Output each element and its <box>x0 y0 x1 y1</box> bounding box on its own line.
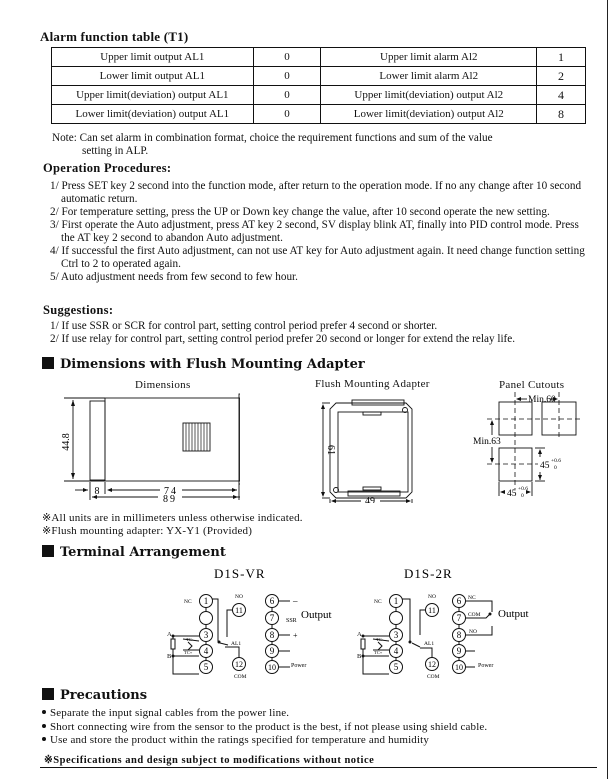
al2-value: 8 <box>537 105 586 124</box>
svg-text:TC+: TC+ <box>374 650 383 655</box>
terminal-diagram-d1s-2r <box>340 566 540 684</box>
units-note: ※All units are in millimeters unless otherwise indicated. <box>42 512 303 524</box>
svg-text:NC: NC <box>468 595 476 601</box>
list-item: 2/ For temperature setting, press the UP or Down key change the value, after 10 second operate the new setting. <box>50 206 550 218</box>
al1-value: 0 <box>253 86 321 105</box>
al1-value: 0 <box>253 48 321 67</box>
al2-function: Upper limit(deviation) output Al2 <box>321 86 537 105</box>
output-label: Output <box>301 609 332 621</box>
table-row <box>52 86 586 105</box>
svg-text:SSR: SSR <box>286 618 297 624</box>
svg-text:7: 7 <box>269 613 275 623</box>
model-label: D1S-2R <box>404 566 453 581</box>
cutout-min-vertical: Min.63 <box>473 437 501 447</box>
table-row <box>52 105 586 124</box>
svg-text:B: B <box>167 653 172 660</box>
front-depth-label: 8 <box>94 486 100 497</box>
svg-text:B: B <box>357 653 362 660</box>
svg-text:–: – <box>293 596 298 606</box>
list-item: Use and store the product within the ratings specified for temperature and humidity <box>42 734 487 748</box>
al1-value: 0 <box>253 105 321 124</box>
output-label: Output <box>498 608 529 620</box>
cutout-min-horizontal: Min.60 <box>528 395 556 405</box>
svg-text:12: 12 <box>428 660 436 669</box>
svg-text:Power: Power <box>291 663 307 669</box>
list-item: Short connecting wire from the sensor to the product is the best, if not please using shield cable. <box>42 721 487 735</box>
precautions-section-title: Precautions <box>42 688 147 703</box>
al2-value: 2 <box>537 67 586 86</box>
footer-divider <box>40 767 597 768</box>
svg-text:A: A <box>357 631 362 638</box>
svg-text:NO: NO <box>469 629 477 635</box>
svg-text:3: 3 <box>393 630 399 640</box>
svg-text:COM: COM <box>468 612 481 618</box>
dimensions-section-title: Dimensions with Flush Mounting Adapter <box>42 357 365 372</box>
svg-text:6: 6 <box>269 596 275 606</box>
al1-function: Lower limit output AL1 <box>52 67 254 86</box>
svg-text:AL1: AL1 <box>231 641 242 647</box>
svg-text:COM: COM <box>427 674 440 680</box>
list-item: 5/ Auto adjustment needs from few second to few hour. <box>50 271 298 283</box>
table-row <box>52 67 586 86</box>
cutout-height-tolerance: +0.6 <box>551 458 561 464</box>
suggestions-list <box>50 320 595 346</box>
cutout-height-label: 45 <box>540 461 550 471</box>
svg-text:0: 0 <box>521 493 524 499</box>
height-dimension-label: 44.8 <box>61 433 72 451</box>
svg-text:4: 4 <box>203 646 209 656</box>
list-item: Separate the input signal cables from the power line. <box>42 707 487 721</box>
svg-text:COM: COM <box>234 674 247 680</box>
body-depth-label: 74 <box>164 486 178 497</box>
svg-text:11: 11 <box>428 606 436 615</box>
adapter-height-label: 61 <box>325 445 336 455</box>
dimensions-drawing <box>60 390 240 505</box>
bullet-icon <box>42 710 46 714</box>
svg-text:1: 1 <box>393 596 399 606</box>
list-item: 1/ Press SET key 2 second into the function mode, after return to the operation mode. If no any change after 10 second automatic return. <box>50 180 582 205</box>
svg-text:6: 6 <box>456 596 462 606</box>
al1-function: Upper limit(deviation) output AL1 <box>52 86 254 105</box>
svg-text:4: 4 <box>393 646 399 656</box>
terminal-diagram-d1s-vr <box>150 566 350 684</box>
svg-text:TC-: TC- <box>376 637 384 642</box>
svg-text:5: 5 <box>203 662 209 672</box>
al2-value: 4 <box>537 86 586 105</box>
table-row <box>52 48 586 67</box>
operation-procedures-title: Operation Procedures: <box>43 161 172 175</box>
svg-text:9: 9 <box>269 646 275 656</box>
alarm-note <box>52 132 592 158</box>
cutout-width-label: 45 <box>507 489 517 499</box>
dimensions-caption: Dimensions <box>135 379 191 391</box>
note-line-1: Note: Can set alarm in combination format, choice the requirement functions and sum of the value <box>52 132 493 144</box>
al2-function: Upper limit alarm Al2 <box>321 48 537 67</box>
list-item: 4/ If successful the first Auto adjustment, can not use AT key for Auto adjustment again. It need change function setting Ctrl to 2 to operated again. <box>50 245 585 270</box>
svg-text:0: 0 <box>554 465 557 471</box>
adapter-note: ※Flush mounting adapter: YX-Y1 (Provided) <box>42 525 253 537</box>
svg-text:NC: NC <box>184 599 192 605</box>
suggestions-title: Suggestions: <box>43 303 114 317</box>
svg-text:TC+: TC+ <box>184 650 193 655</box>
svg-text:AL1: AL1 <box>424 641 435 647</box>
square-bullet-icon <box>42 357 54 369</box>
al2-function: Lower limit(deviation) output Al2 <box>321 105 537 124</box>
page-border-right <box>607 0 608 779</box>
adapter-caption: Flush Mounting Adapter <box>315 378 430 390</box>
svg-text:7: 7 <box>456 613 462 623</box>
svg-text:11: 11 <box>235 606 243 615</box>
list-item: 2/ If use relay for control part, setting control period prefer 20 second or longer for extend the relay life. <box>50 333 516 345</box>
operation-procedures-list <box>50 180 595 284</box>
svg-text:8: 8 <box>269 630 275 640</box>
svg-text:NC: NC <box>374 599 382 605</box>
al1-value: 0 <box>253 67 321 86</box>
total-depth-label: 89 <box>163 494 177 505</box>
svg-text:10: 10 <box>268 663 276 672</box>
dimension-notes <box>42 512 303 538</box>
bullet-icon <box>42 724 46 728</box>
precautions-list <box>42 707 487 748</box>
model-label: D1S-VR <box>214 566 266 581</box>
panel-cutouts-drawing <box>472 392 592 507</box>
specifications-footer: ※Specifications and design subject to modifications without notice <box>44 755 375 766</box>
square-bullet-icon <box>42 688 54 700</box>
svg-text:A: A <box>167 631 172 638</box>
svg-text:12: 12 <box>235 660 243 669</box>
cutout-width-tolerance: +0.6 <box>518 486 528 492</box>
svg-text:NO: NO <box>235 594 243 600</box>
list-item: 3/ First operate the Auto adjustment, press AT key 2 second, SV display blink AT, finally into PID control mode. Press the AT key 2 second to abandon Auto adjustment. <box>50 219 579 244</box>
svg-text:5: 5 <box>393 662 399 672</box>
list-item: 1/ If use SSR or SCR for control part, setting control period prefer 4 second or shorter. <box>50 320 438 332</box>
al1-function: Lower limit(deviation) output AL1 <box>52 105 254 124</box>
alarm-function-table <box>51 47 586 124</box>
svg-text:Power: Power <box>478 663 494 669</box>
bullet-icon <box>42 737 46 741</box>
cutouts-caption: Panel Cutouts <box>499 379 565 391</box>
flush-adapter-drawing <box>318 398 418 503</box>
svg-text:3: 3 <box>203 630 209 640</box>
note-line-2: setting in ALP. <box>82 145 149 157</box>
al2-function: Lower limit alarm Al2 <box>321 67 537 86</box>
svg-text:8: 8 <box>456 630 462 640</box>
terminal-section-title: Terminal Arrangement <box>42 545 226 560</box>
al1-function: Upper limit output AL1 <box>52 48 254 67</box>
svg-text:NO: NO <box>428 594 436 600</box>
svg-text:TC-: TC- <box>186 637 194 642</box>
svg-text:+: + <box>293 631 298 640</box>
adapter-width-label: 49 <box>365 496 375 503</box>
alarm-table-title: Alarm function table (T1) <box>40 29 189 44</box>
al2-value: 1 <box>537 48 586 67</box>
svg-text:10: 10 <box>455 663 463 672</box>
svg-text:9: 9 <box>456 646 462 656</box>
svg-text:1: 1 <box>203 596 209 606</box>
square-bullet-icon <box>42 545 54 557</box>
